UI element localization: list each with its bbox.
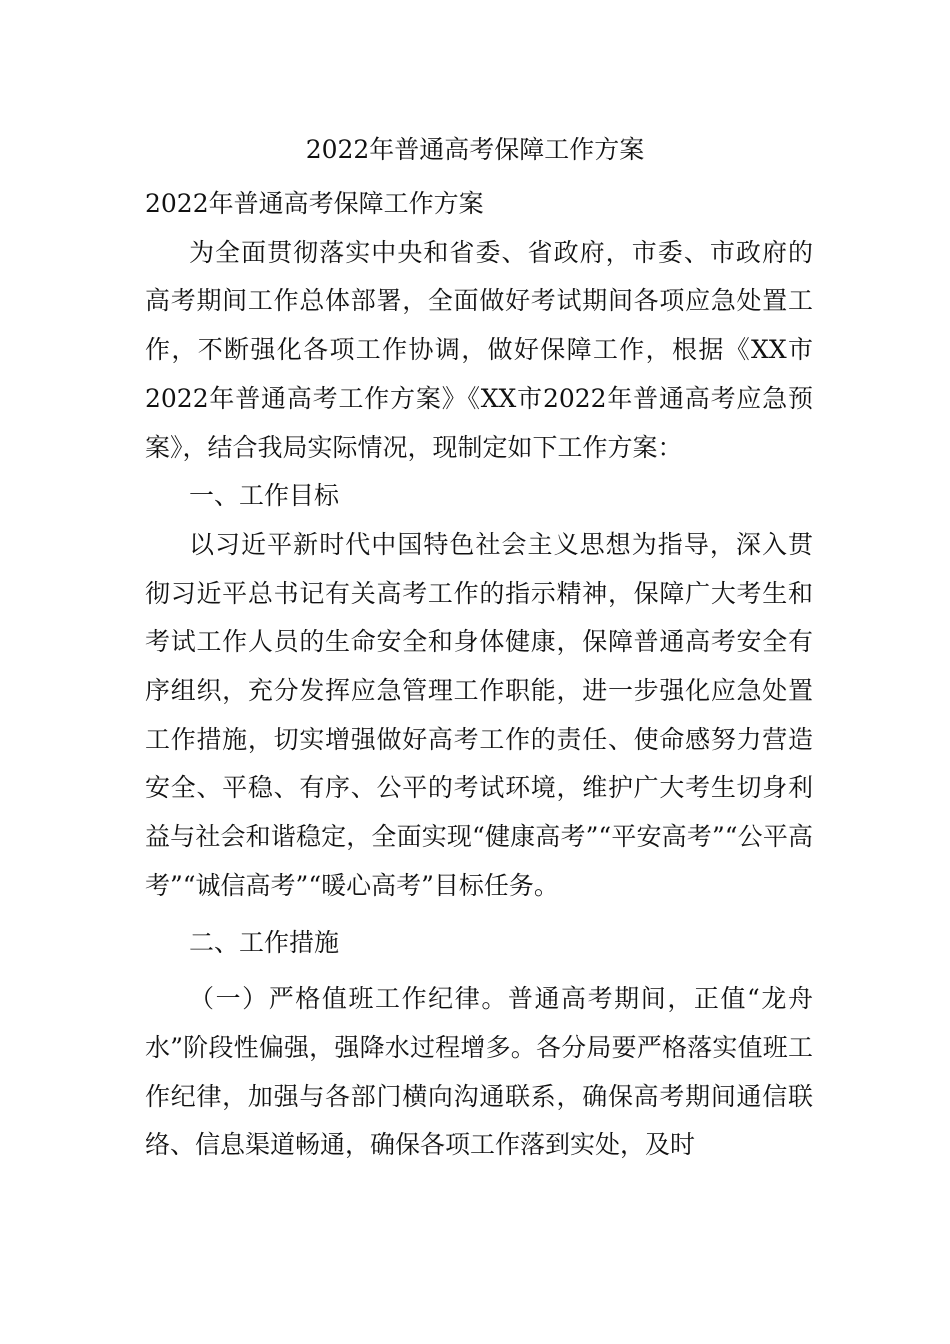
intro-paragraph: 为全面贯彻落实中央和省委、省政府，市委、市政府的高考期间工作总体部署，全面做好考试期间各项应急处置工作，不断强化各项工作协调，做好保障工作，根据《XX市2022年普通高考工作方案》《XX市2022年普通高考应急预案》，结合我局实际情况，现制定如下工作方案： <box>145 237 813 462</box>
measures-item-1: （一）严格值班工作纪律。普通高考期间，正值“龙舟水”阶段性偏强，强降水过程增多。各分局要严格落实值班工作纪律，加强与各部门横向沟通联系，确保高考期间通信联络、信息渠道畅通，确保各项工作落到实处，及时 <box>145 984 813 1160</box>
goals-paragraph: 以习近平新时代中国特色社会主义思想为指导，深入贯彻习近平总书记有关高考工作的指示精神，保障广大考生和考试工作人员的生命安全和身体健康，保障普通高考安全有序组织，充分发挥应急管理工作职能，进一步强化应急处置工作措施，切实增强做好高考工作的责任、使命感努力营造安全、平稳、有序、公平的考试环境，维护广大考生切身利益与社会和谐稳定，全面实现“健康高考”“平安高考”“公平高考”“诚信高考”“暖心高考”目标任务。 <box>145 529 813 900</box>
document-title: 2022年普通高考保障工作方案 <box>305 135 645 164</box>
section-heading-measures: 二、工作措施 <box>189 927 340 957</box>
document-body <box>145 180 813 1170</box>
section-heading-goals: 一、工作目标 <box>189 481 340 511</box>
document-subtitle: 2022年普通高考保障工作方案 <box>145 189 484 218</box>
